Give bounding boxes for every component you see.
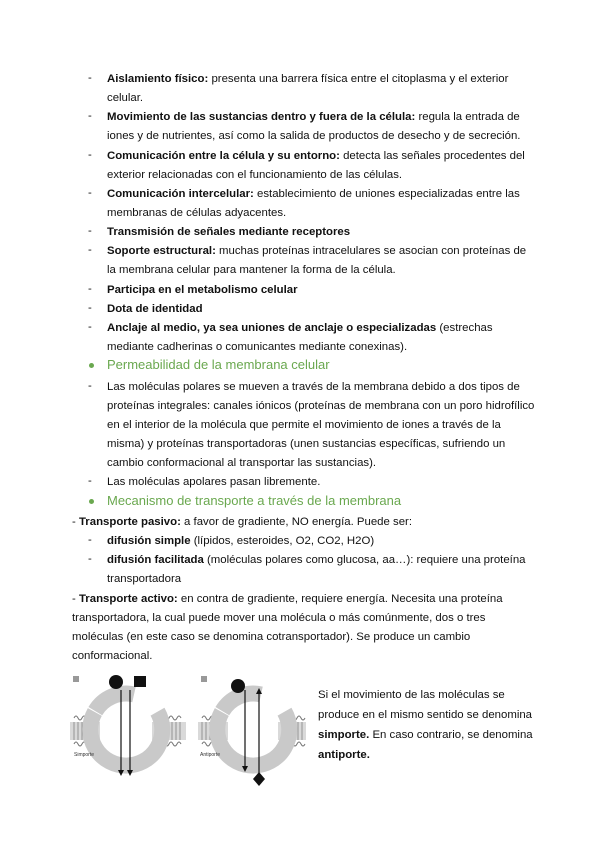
list-item-title: Dota de identidad: [107, 303, 203, 315]
list-item-title: Comunicación intercelular:: [107, 188, 254, 200]
list-item-continuation: exterior relacionadas con el funcionamiento de las células.: [107, 169, 403, 181]
pasivo-title: Transporte pasivo:: [78, 516, 181, 528]
facil-title: difusión facilitada: [107, 554, 204, 566]
bullet-dot: [89, 499, 94, 504]
dash-marker: -: [88, 380, 92, 392]
side-line-4: [318, 745, 538, 765]
list-item: [107, 244, 526, 258]
list-item-continuation: celular.: [107, 92, 144, 104]
list-item-title: Anclaje al medio, ya sea uniones de anclaje o especializadas: [107, 322, 437, 334]
carrier-protein: [204, 680, 302, 778]
list-item-continuation: la membrana celular para mantener la forma de la célula.: [107, 264, 396, 276]
side-line-3-rest: En caso contrario, se denomina: [369, 729, 533, 741]
list-item: [107, 149, 525, 163]
panel-badge-icon: [201, 676, 207, 682]
list-item-title: Soporte estructural:: [107, 245, 216, 257]
dash-marker: -: [88, 283, 92, 295]
list-item-desc: (estrechas: [436, 322, 493, 334]
simporte-panel: [70, 675, 186, 779]
facil-desc: (moléculas polares como glucosa, aa…): requiere una proteína: [203, 554, 526, 566]
list-item-desc: establecimiento de uniones especializadas entre las: [253, 188, 520, 200]
list-item-desc: muchas proteínas intracelulares se asocian con proteínas de: [215, 245, 527, 257]
perm-line-1: Las moléculas polares se mueven a través de la membrana debido a dos tipos de: [107, 381, 520, 393]
list-item-continuation: mediante cadherinas o comunicantes mediante conexinas).: [107, 341, 408, 353]
dash-marker: -: [88, 321, 92, 333]
antiporte-term: antiporte.: [318, 749, 370, 761]
list-item-title: Comunicación entre la célula y su entorno:: [107, 150, 340, 162]
dash-marker: -: [88, 553, 92, 565]
simple-title: difusión simple: [107, 535, 191, 547]
list-item-continuation: membranas de células adyacentes.: [107, 207, 287, 219]
list-item: [107, 302, 203, 316]
list-item-title: Movimiento de las sustancias dentro y fuera de la célula:: [107, 111, 416, 123]
list-item: [107, 187, 520, 201]
perm-line-5: cambio conformacional al transportar las sustancias).: [107, 457, 377, 469]
dash-marker: -: [88, 149, 92, 161]
dash-marker: -: [88, 110, 92, 122]
antiporte-panel: [198, 676, 306, 786]
list-item: [107, 283, 298, 297]
activo-desc: en contra de gradiente, requiere energía. Necesita una proteína: [177, 593, 503, 605]
molecule-dot: [231, 679, 245, 693]
transport-figure: [70, 672, 306, 794]
dash-marker: -: [88, 225, 92, 237]
molecule-dot: [109, 675, 123, 689]
simporte-term: simporte.: [318, 729, 370, 741]
side-line-3: [318, 725, 538, 745]
dash-marker: -: [88, 302, 92, 314]
bullet-dot: [89, 363, 94, 368]
activo-line-3: moléculas (en este caso se denomina cotransportador). Se produce un cambio: [72, 631, 471, 643]
dash-marker: -: [88, 244, 92, 256]
list-item-title: Participa en el metabolismo celular: [107, 284, 298, 296]
perm-line-3: en el interior de la molécula que permite el movimiento de iones a través de la: [107, 419, 501, 431]
molecule-diamond: [253, 772, 265, 786]
list-item: [107, 321, 493, 335]
list-item-desc: presenta una barrera física entre el citoplasma y el exterior: [208, 73, 509, 85]
side-line-2: produce en el mismo sentido se denomina: [318, 709, 533, 721]
carrier-protein: [77, 680, 175, 778]
pasivo-desc: a favor de gradiente, NO energía. Puede ser:: [180, 516, 413, 528]
antiporte-label: Antiporte: [200, 752, 221, 758]
pasivo-line: - Transporte pasivo: a favor de gradiente, NO energía. Puede ser:: [72, 516, 413, 528]
simple-desc: (lípidos, esteroides, O2, CO2, H2O): [190, 535, 375, 547]
activo-line-2: transportadora, la cual puede mover una molécula o más comúnmente, dos o tres: [72, 612, 486, 624]
list-item-desc: detecta las señales procedentes del: [339, 150, 525, 162]
list-item-title: Transmisión de señales mediante receptores: [107, 226, 351, 238]
activo-title: Transporte activo:: [78, 593, 178, 605]
molecule-square: [134, 676, 146, 687]
side-line-1: Si el movimiento de las moléculas se: [318, 689, 505, 701]
list-item: [107, 225, 350, 239]
list-item-continuation: iones y de nutrientes, así como la salida de productos de desecho y de secreción.: [107, 130, 521, 142]
list-item: [107, 72, 508, 86]
perm-line-4: misma) y proteínas transportadoras (unen sustancias específicas, sufriendo un: [107, 438, 506, 450]
panel-badge-icon: [73, 676, 79, 682]
activo-line-4: conformacional.: [72, 650, 153, 662]
dash-marker: -: [88, 534, 92, 546]
facil-cont: transportadora: [107, 573, 182, 585]
dash-marker: -: [88, 187, 92, 199]
dash-marker: -: [88, 475, 92, 487]
heading-mecanismo: Mecanismo de transporte a través de la membrana: [107, 493, 402, 508]
perm-line-6: Las moléculas apolares pasan libremente.: [107, 476, 321, 488]
simple-line: [107, 534, 374, 548]
heading-permeabilidad: Permeabilidad de la membrana celular: [107, 357, 330, 372]
list-item-title: Aislamiento físico:: [107, 73, 209, 85]
side-text: [318, 685, 538, 765]
facil-line: [107, 553, 526, 567]
dash-marker: -: [88, 72, 92, 84]
simporte-antiporte-diagram: [70, 672, 306, 794]
list-item: [107, 110, 520, 124]
list-item-desc: regula la entrada de: [415, 111, 520, 123]
perm-line-2: proteínas integrales: canales iónicos (proteínas de membrana con un poro hidrofílico: [107, 400, 535, 412]
simporte-label: Simporte: [74, 752, 95, 758]
activo-line: - Transporte activo: en contra de gradiente, requiere energía. Necesita una proteína: [72, 593, 503, 605]
